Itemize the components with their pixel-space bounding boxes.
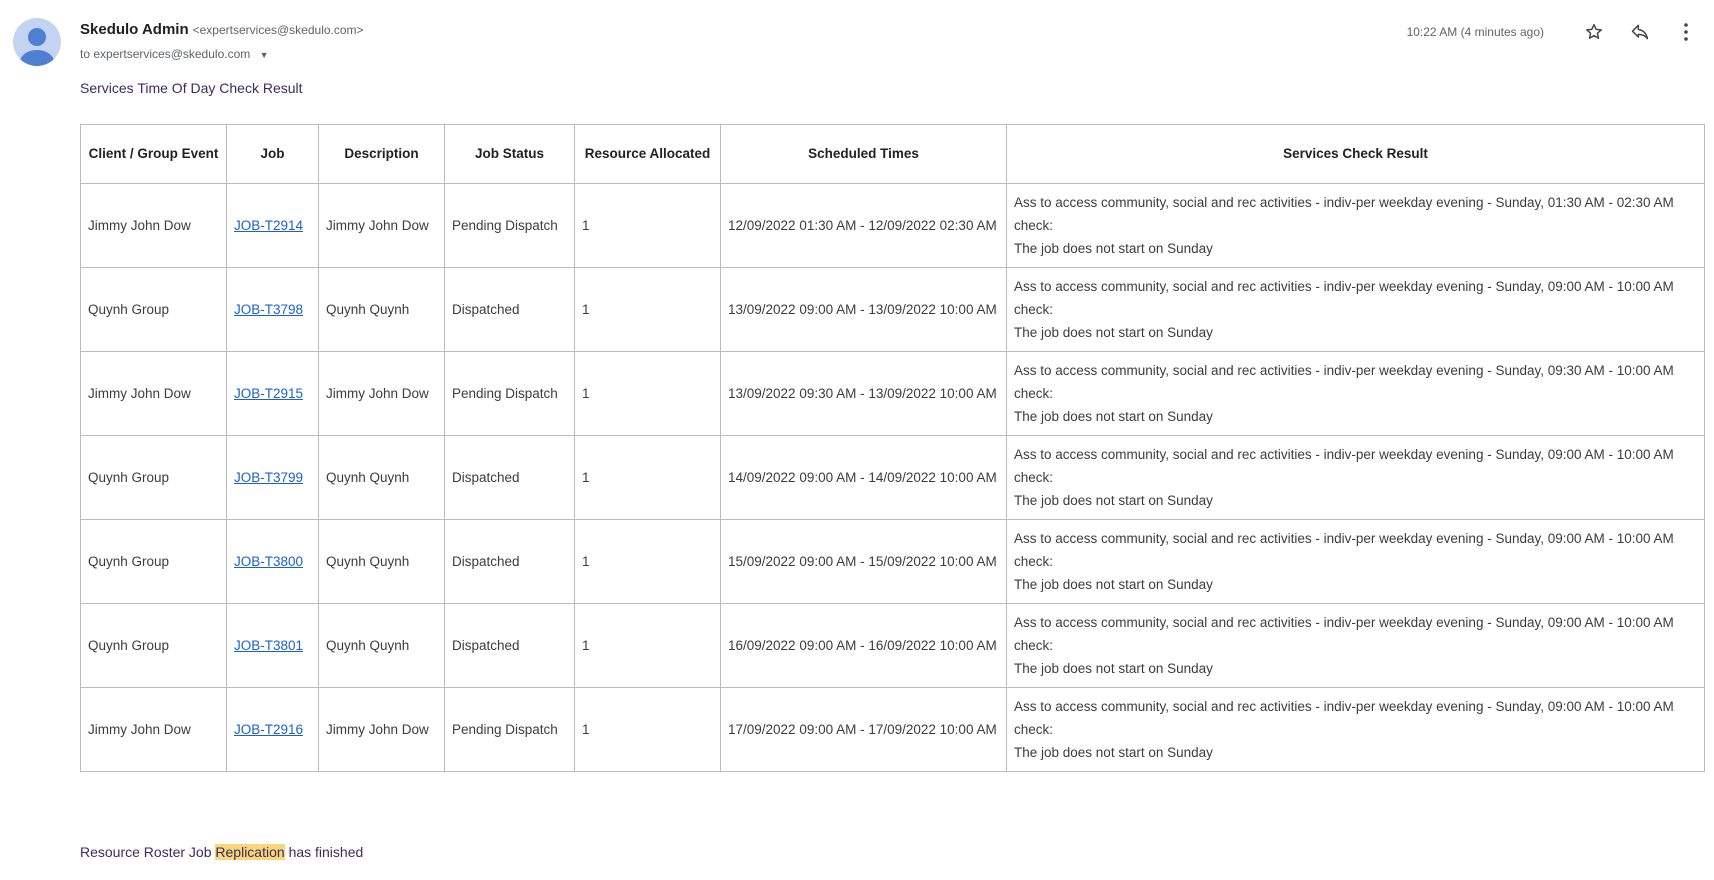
job-link[interactable]: JOB-T3800 <box>234 554 304 569</box>
scheduled-cell: 12/09/2022 01:30 AM - 12/09/2022 02:30 AM <box>721 184 1007 268</box>
result-detail: Ass to access community, social and rec activities - indiv-per weekday evening - Sunday, 09:00 AM - 10:00 AM check: <box>1014 279 1674 317</box>
job-cell <box>227 688 319 772</box>
status-cell: Dispatched <box>445 268 575 352</box>
job-link[interactable]: JOB-T2914 <box>234 218 304 233</box>
resource-cell: 1 <box>575 436 721 520</box>
chevron-down-icon[interactable]: ▼ <box>259 49 269 60</box>
description-cell: Jimmy John Dow <box>319 688 445 772</box>
client-cell: Jimmy John Dow <box>81 184 227 268</box>
email-body-heading: Services Time Of Day Check Result <box>80 80 303 96</box>
table-row <box>81 352 1705 436</box>
description-cell: Quynh Quynh <box>319 604 445 688</box>
job-link[interactable]: JOB-T2915 <box>234 386 304 401</box>
resource-cell: 1 <box>575 268 721 352</box>
description-cell: Quynh Quynh <box>319 436 445 520</box>
resource-cell: 1 <box>575 352 721 436</box>
client-cell: Quynh Group <box>81 604 227 688</box>
description-cell: Jimmy John Dow <box>319 184 445 268</box>
table-header-row <box>81 125 1705 184</box>
column-header-scheduled-times: Scheduled Times <box>721 125 1007 184</box>
result-detail: Ass to access community, social and rec activities - indiv-per weekday evening - Sunday, 09:00 AM - 10:00 AM check: <box>1014 615 1674 653</box>
resource-cell: 1 <box>575 184 721 268</box>
result-verdict: The job does not start on Sunday <box>1014 745 1213 760</box>
client-cell: Quynh Group <box>81 268 227 352</box>
message-timestamp: 10:22 AM (4 minutes ago) <box>1406 25 1544 39</box>
status-cell: Dispatched <box>445 604 575 688</box>
result-cell <box>1007 268 1705 352</box>
status-cell: Pending Dispatch <box>445 688 575 772</box>
status-cell: Pending Dispatch <box>445 184 575 268</box>
resource-cell: 1 <box>575 520 721 604</box>
more-vert-icon[interactable] <box>1670 18 1702 46</box>
resource-cell: 1 <box>575 688 721 772</box>
status-cell: Dispatched <box>445 520 575 604</box>
table-row <box>81 688 1705 772</box>
scheduled-cell: 13/09/2022 09:00 AM - 13/09/2022 10:00 AM <box>721 268 1007 352</box>
description-cell: Quynh Quynh <box>319 268 445 352</box>
scheduled-cell: 13/09/2022 09:30 AM - 13/09/2022 10:00 AM <box>721 352 1007 436</box>
description-cell: Quynh Quynh <box>319 520 445 604</box>
status-cell: Pending Dispatch <box>445 352 575 436</box>
column-header-job-status: Job Status <box>445 125 575 184</box>
client-cell: Jimmy John Dow <box>81 352 227 436</box>
check-results-table <box>80 124 1705 772</box>
scheduled-cell: 14/09/2022 09:00 AM - 14/09/2022 10:00 AM <box>721 436 1007 520</box>
job-link[interactable]: JOB-T3801 <box>234 638 304 653</box>
result-cell <box>1007 184 1705 268</box>
result-cell <box>1007 520 1705 604</box>
sender-email: <expertservices@skedulo.com> <box>192 23 364 37</box>
result-cell <box>1007 436 1705 520</box>
scheduled-cell: 16/09/2022 09:00 AM - 16/09/2022 10:00 AM <box>721 604 1007 688</box>
sender-line <box>80 21 364 38</box>
result-cell <box>1007 352 1705 436</box>
job-cell <box>227 184 319 268</box>
result-cell <box>1007 688 1705 772</box>
result-detail: Ass to access community, social and rec activities - indiv-per weekday evening - Sunday, 09:00 AM - 10:00 AM check: <box>1014 447 1674 485</box>
status-cell: Dispatched <box>445 436 575 520</box>
result-verdict: The job does not start on Sunday <box>1014 409 1213 424</box>
star-icon[interactable] <box>1578 18 1610 46</box>
scheduled-cell: 15/09/2022 09:00 AM - 15/09/2022 10:00 AM <box>721 520 1007 604</box>
result-verdict: The job does not start on Sunday <box>1014 493 1213 508</box>
table-row <box>81 184 1705 268</box>
column-header-resource-allocated: Resource Allocated <box>575 125 721 184</box>
column-header-description: Description <box>319 125 445 184</box>
table-row <box>81 268 1705 352</box>
job-link[interactable]: JOB-T3799 <box>234 470 304 485</box>
footer-text-start: Resource Roster Job <box>80 844 212 860</box>
message-actions <box>1407 18 1702 46</box>
result-cell <box>1007 604 1705 688</box>
result-verdict: The job does not start on Sunday <box>1014 577 1213 592</box>
result-verdict: The job does not start on Sunday <box>1014 325 1213 340</box>
client-cell: Jimmy John Dow <box>81 688 227 772</box>
column-header-job: Job <box>227 125 319 184</box>
result-detail: Ass to access community, social and rec activities - indiv-per weekday evening - Sunday, 09:00 AM - 10:00 AM check: <box>1014 699 1674 737</box>
client-cell: Quynh Group <box>81 520 227 604</box>
column-header-check-result: Services Check Result <box>1007 125 1705 184</box>
scheduled-cell: 17/09/2022 09:00 AM - 17/09/2022 10:00 AM <box>721 688 1007 772</box>
result-detail: Ass to access community, social and rec activities - indiv-per weekday evening - Sunday, 01:30 AM - 02:30 AM check: <box>1014 195 1674 233</box>
reply-icon[interactable] <box>1624 18 1656 46</box>
avatar-icon[interactable] <box>13 18 61 66</box>
recipient-line <box>80 47 269 61</box>
job-cell <box>227 436 319 520</box>
job-cell <box>227 352 319 436</box>
client-cell: Quynh Group <box>81 436 227 520</box>
table-row <box>81 436 1705 520</box>
table-row <box>81 520 1705 604</box>
result-detail: Ass to access community, social and rec activities - indiv-per weekday evening - Sunday, 09:00 AM - 10:00 AM check: <box>1014 531 1674 569</box>
description-cell: Jimmy John Dow <box>319 352 445 436</box>
column-header-client: Client / Group Event <box>81 125 227 184</box>
resource-cell: 1 <box>575 604 721 688</box>
table-row <box>81 604 1705 688</box>
job-link[interactable]: JOB-T3798 <box>234 302 304 317</box>
result-verdict: The job does not start on Sunday <box>1014 241 1213 256</box>
job-cell <box>227 520 319 604</box>
footer-text-end: has finished <box>288 844 364 860</box>
highlighted-term: Replication <box>215 844 285 860</box>
result-verdict: The job does not start on Sunday <box>1014 661 1213 676</box>
job-link[interactable]: JOB-T2916 <box>234 722 304 737</box>
recipient-text: to expertservices@skedulo.com <box>80 47 251 61</box>
result-detail: Ass to access community, social and rec activities - indiv-per weekday evening - Sunday, 09:30 AM - 10:00 AM check: <box>1014 363 1674 401</box>
job-cell <box>227 604 319 688</box>
job-cell <box>227 268 319 352</box>
sender-name[interactable]: Skedulo Admin <box>80 21 189 38</box>
footer-message <box>80 844 363 860</box>
